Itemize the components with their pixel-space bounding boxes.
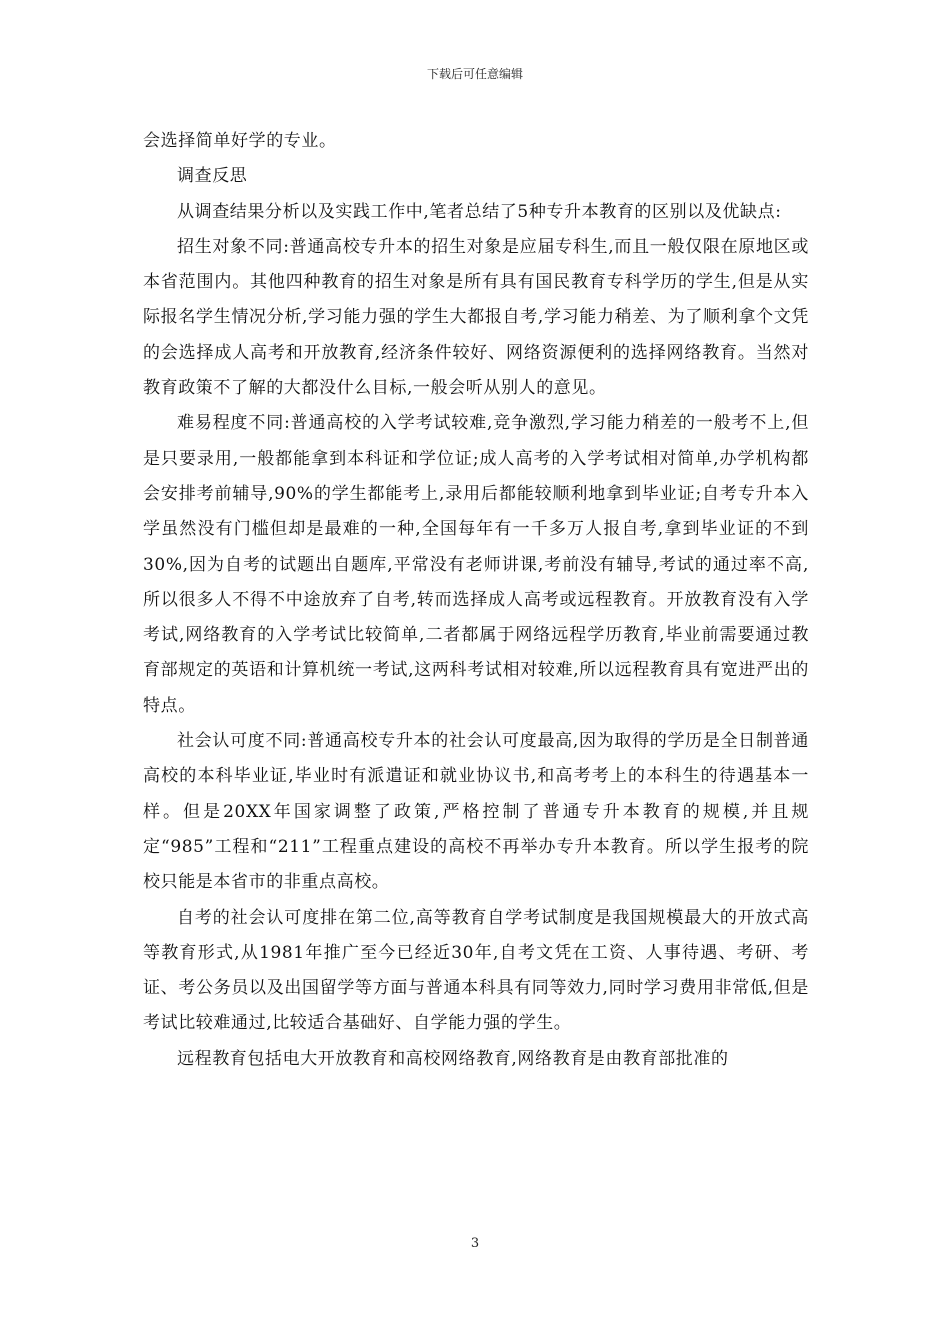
paragraph: 招生对象不同:普通高校专升本的招生对象是应届专科生,而且一般仅限在原地区或本省范围内。其他四种教育的招生对象是所有具有国民教育专科学历的学生,但是从实际报名学生情况分析,学习能力强的学生大都报自考,学习能力稍差、为了顺利拿个文凭的会选择成人高考和开放教育,经济条件较好、网络资源便利的选择网络教育。当然对教育政策不了解的大都没什么目标,一般会听从别人的意见。 xyxy=(143,236,809,399)
paragraph: 远程教育包括电大开放教育和高校网络教育,网络教育是由教育部批准的 xyxy=(177,1048,729,1069)
paragraph: 自考的社会认可度排在第二位,高等教育自学考试制度是我国规模最大的开放式高等教育形式,从1981年推广至今已经近30年,自考文凭在工资、人事待遇、考研、考证、考公务员以及出国留学等方面与普通本科具有同等效力,同时学习费用非常低,但是考试比较难通过,比较适合基础好、自学能力强的学生。 xyxy=(143,907,809,1034)
paragraph: 社会认可度不同:普通高校专升本的社会认可度最高,因为取得的学历是全日制普通高校的本科毕业证,毕业时有派遣证和就业协议书,和高考考上的本科生的待遇基本一样。但是20XX年国家调整了政策,严格控制了普通专升本教育的规模,并且规定“985”工程和“211”工程重点建设的高校不再举办专升本教育。所以学生报考的院校只能是本省市的非重点高校。 xyxy=(143,731,809,893)
page-number: 3 xyxy=(470,1236,480,1251)
paragraph: 难易程度不同:普通高校的入学考试较难,竞争激烈,学习能力稍差的一般考不上,但是只要录用,一般都能拿到本科证和学位证;成人高考的入学考试相对简单,办学机构都会安排考前辅导,90%的学生都能考上,录用后都能较顺利地拿到毕业证;自考专升本入学虽然没有门槛但却是最难的一种,全国每年有一千多万人报自考,拿到毕业证的不到30%,因为自考的试题出自题库,平常没有老师讲课,考前没有辅导,考试的通过率不高,所以很多人不得不中途放弃了自考,转而选择成人高考或远程教育。开放教育没有入学考试,网络教育的入学考试比较简单,二者都属于网络远程学历教育,毕业前需要通过教育部规定的英语和计算机统一考试,这两科考试相对较难,所以远程教育具有宽进严出的特点。 xyxy=(143,413,809,716)
page-header-note: 下载后可任意编辑 xyxy=(426,67,523,81)
paragraph-continuation: 会选择简单好学的专业。 xyxy=(143,131,337,151)
document-body xyxy=(143,124,809,1077)
section-heading: 调查反思 xyxy=(177,166,248,187)
paragraph: 从调查结果分析以及实践工作中,笔者总结了5种专升本教育的区别以及优缺点: xyxy=(177,201,782,222)
